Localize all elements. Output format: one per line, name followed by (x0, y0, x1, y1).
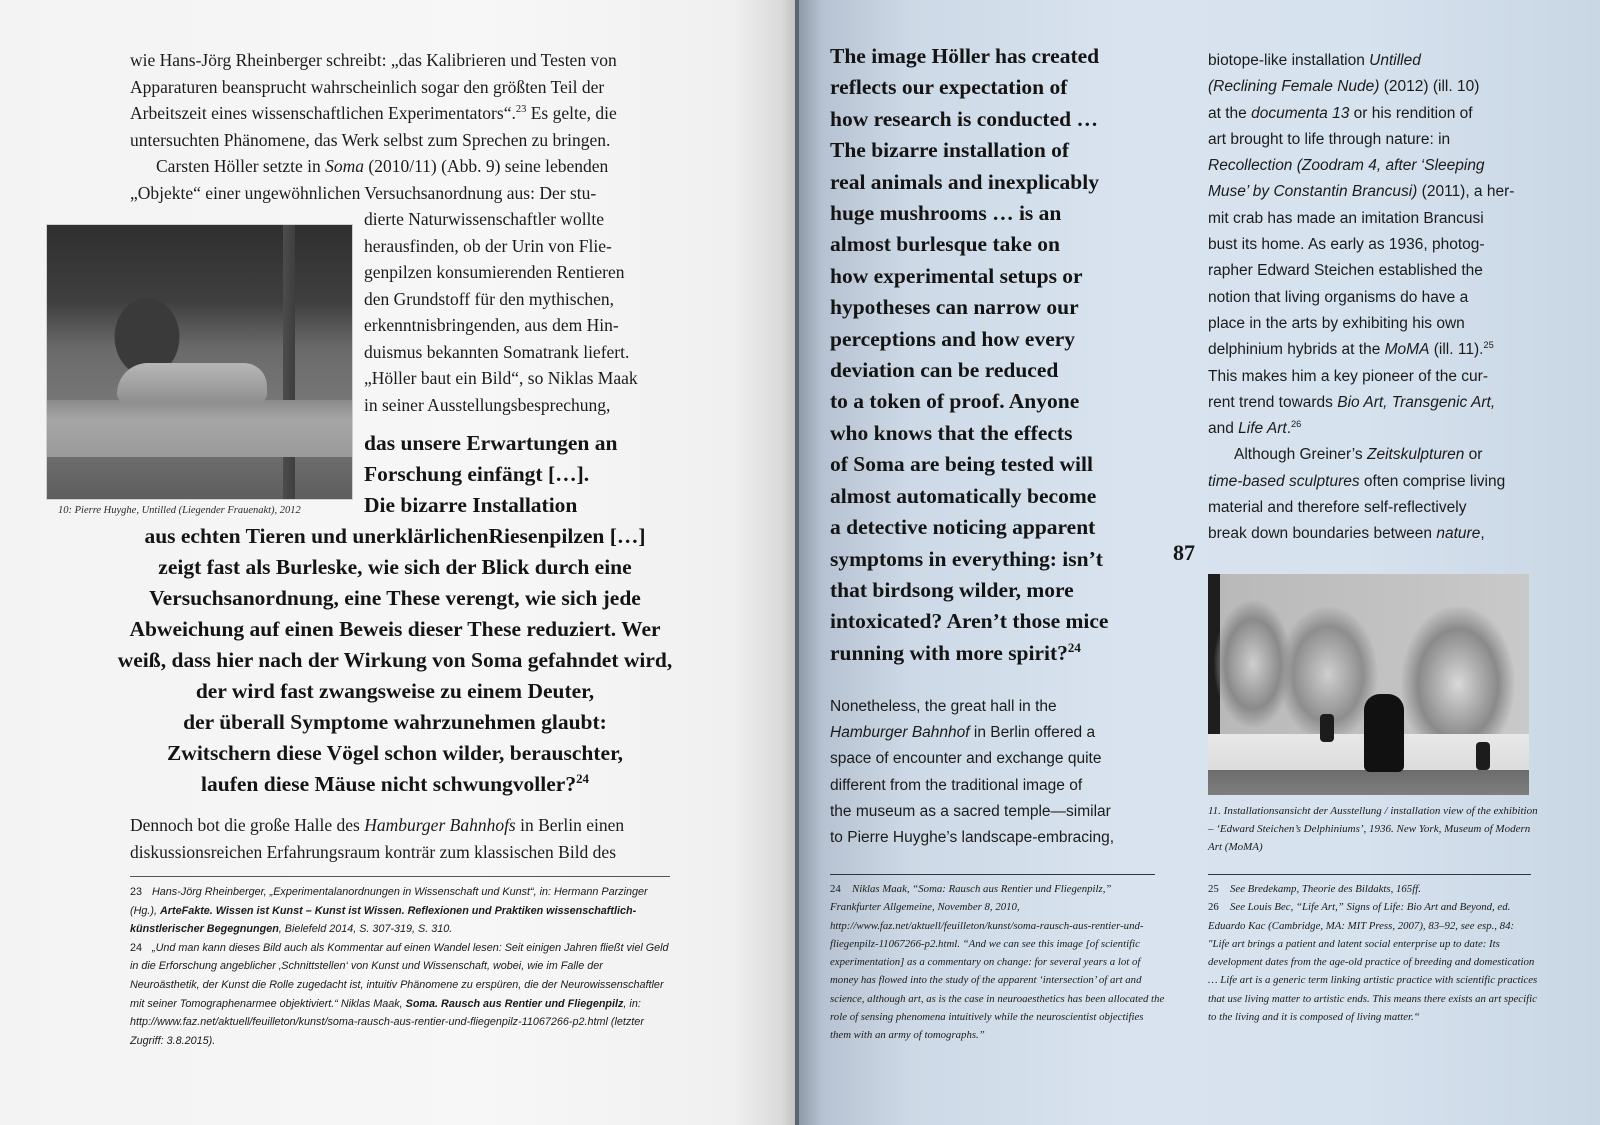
footnote-number: 23 (130, 886, 143, 898)
body-text: in Berlin offered a (969, 724, 1096, 742)
body-line: duismus bekannten Somatrank liefert. (364, 341, 630, 362)
body-italic: Muse’ by Constantin Brancusi) (1208, 183, 1418, 201)
body-line: different from the traditional image of (830, 776, 1083, 794)
pull-quote-german-wrapped (364, 428, 694, 521)
footnote-ref[interactable]: 25 (1483, 340, 1494, 351)
body-line: „Höller baut ein Bild“, so Niklas Maak (364, 368, 638, 388)
book-spine (795, 0, 799, 1125)
body-text: Es gelte, die (526, 103, 617, 123)
body-line: to Pierre Huyghe’s landscape-embracing, (830, 829, 1115, 847)
body-line: untersuchten Phänomene, das Werk selbst zum Sprechen zu bringen. (130, 129, 611, 150)
body-italic: Hamburger Bahnhofs (364, 815, 516, 835)
body-line (130, 153, 670, 180)
body-text: Although Greiner’s (1234, 446, 1367, 464)
quote-line: Zwitschern diese Vögel schon wilder, berauschter, (166, 741, 624, 765)
quote-line: almost automatically become (830, 483, 1097, 508)
quote-line: The image Höller has created (830, 44, 1100, 68)
quote-line: Forschung einfängt […]. (364, 462, 590, 486)
body-italic: Hamburger Bahnhof (830, 724, 970, 742)
vase-shape (1476, 742, 1490, 770)
body-text: Arbeitszeit eines wissenschaftlichen Experimentators“. (130, 103, 516, 123)
body-text: delphinium hybrids at the (1208, 341, 1385, 359)
body-line (1208, 179, 1538, 205)
right-footnotes-col2 (1208, 880, 1538, 1026)
footnote-25 (1208, 880, 1538, 898)
body-italic: Life Art (1238, 420, 1287, 438)
quote-line: almost burlesque take on (830, 232, 1060, 257)
body-text: break down boundaries between (1208, 525, 1437, 543)
quote-line: that birdsong wilder, more (830, 577, 1074, 602)
body-text: biotope-like installation (1208, 52, 1370, 69)
body-line: wie Hans-Jörg Rheinberger schreibt: „das Kalibrieren und Testen von (130, 50, 617, 70)
body-text: (ill. 11). (1429, 341, 1484, 359)
body-italic: Untilled (1369, 52, 1421, 69)
footnote-text: Niklas Maak, “Soma: Rausch aus Rentier und Fliegenpilz,” Frankfurter Allgemeine, November 8, 2010, http://www.faz.net/aktuell/feuilleton/kunst/soma-rausch-aus-rentier-und-fliegenpilz-11067266-p2.html. “And we can see this image [of scientific experimentation] as a commentary on change: for several years a lot of money has flowed into the study of the apparent ‘intersection’ of art and science, although art, as is the case in neuroaesthetics has been allocated the role of sensing phenomena intuitively while the neuroscientist objectifies them with an army of tomographs.” (830, 883, 1165, 1042)
body-line (1208, 74, 1538, 100)
body-text: in Berlin einen (515, 815, 625, 835)
body-italic: MoMA (1384, 341, 1430, 359)
footnote-number: 24 (130, 941, 143, 954)
quote-line: huge mushrooms … is an (830, 201, 1062, 226)
quote-line: of Soma are being tested will (830, 452, 1093, 477)
figure-11-photo-steichen-delphiniums (1208, 574, 1529, 795)
quote-text: laufen diese Mäuse nicht schwungvoller? (201, 772, 577, 796)
body-line: rapher Edward Steichen established the (1208, 262, 1483, 280)
footnote-ref[interactable]: 24 (1067, 640, 1081, 655)
right-body-col2 (1208, 48, 1538, 548)
quote-line: how research is conducted … (830, 106, 1098, 131)
footnote-text: , Bielefeld 2014, S. 307-319, S. 310. (278, 923, 453, 936)
body-line: bust its home. As early as 1936, photog- (1208, 236, 1485, 254)
body-line: genpilzen konsumierenden Rentieren (364, 262, 625, 282)
body-line: „Objekte“ einer ungewöhnlichen Versuchsanordnung aus: Der stu- (130, 182, 597, 203)
body-text: rent trend towards (1208, 393, 1338, 411)
quote-line: intoxicated? Aren’t those mice (830, 609, 1109, 634)
footnote-text: See Bredekamp, Theorie des Bildakts, 165ff. (1230, 883, 1421, 895)
quote-line: der wird fast zwangsweise zu einem Deuter, (195, 679, 595, 703)
footnote-23 (130, 883, 675, 939)
footnote-divider (830, 874, 1155, 875)
quote-line: The bizarre installation of (830, 138, 1070, 163)
right-footnotes-col1 (830, 880, 1165, 1045)
body-line: erkenntnisbringenden, aus dem Hin- (364, 315, 619, 335)
figure-11-caption: 11. Installationsansicht der Ausstellung / installation view of the exhibition – ‘Edward Steichen’s Delphiniums’, 1936. New York, Museum of Modern Art (MoMA) (1208, 805, 1538, 853)
pull-quote-german-centered (70, 521, 720, 800)
body-italic: (Reclining Female Nude) (1208, 78, 1380, 96)
body-line (1208, 48, 1538, 74)
body-text: and (1208, 420, 1239, 438)
quote-line: Abweichung auf einen Beweis dieser These reduziert. Wer (129, 617, 661, 641)
body-italic: Soma (325, 156, 365, 176)
body-line (1208, 153, 1538, 179)
body-italic: Zeitskulpturen (1366, 446, 1465, 464)
body-line: herausfinden, ob der Urin von Flie- (364, 235, 612, 256)
body-italic: Bio Art, Transgenic Art, (1337, 393, 1496, 411)
quote-text: running with more spirit? (830, 640, 1068, 665)
body-text: Dennoch bot die große Halle des (130, 815, 365, 835)
quote-line (830, 638, 1160, 669)
body-line: dierte Naturwissenschaftler wollte (364, 209, 605, 229)
body-italic: nature (1436, 525, 1481, 543)
body-text: or (1464, 446, 1483, 464)
footnote-divider (1208, 874, 1531, 875)
figure-10-caption: 10: Pierre Huyghe, Untilled (Liegender Frauenakt), 2012 (58, 505, 301, 516)
footnote-number: 26 (1208, 901, 1219, 914)
quote-line: reflects our expectation of (830, 75, 1068, 100)
body-line (130, 812, 670, 839)
body-line (1208, 442, 1538, 468)
pull-quote-english (830, 41, 1160, 669)
body-line (1208, 521, 1538, 547)
quote-line: aus echten Tieren und unerklärlichenRiesenpilzen […] (144, 524, 646, 548)
body-text: (2010/11) (Abb. 9) seine lebenden (364, 156, 609, 176)
body-line: space of encounter and exchange quite (830, 750, 1102, 768)
body-line (130, 100, 670, 127)
quote-line: hypotheses can narrow our (830, 295, 1079, 320)
quote-line: perceptions and how every (830, 326, 1076, 351)
vase-shape (1320, 714, 1334, 742)
body-line: mit crab has made an imitation Brancusi (1208, 209, 1484, 227)
quote-line: deviation can be reduced (830, 358, 1059, 383)
body-line: the museum as a sacred temple—similar (830, 802, 1111, 820)
body-line (1208, 390, 1538, 416)
footnote-24 (830, 880, 1165, 1045)
body-line: material and therefore self-reflectively (1208, 499, 1467, 517)
quote-line (70, 769, 720, 800)
quote-line: das unsere Erwartungen an (364, 431, 618, 455)
body-line: Nonetheless, the great hall in the (830, 698, 1057, 715)
body-line: Apparaturen beansprucht wahrscheinlich sogar den größten Teil der (130, 76, 605, 97)
footnote-ref[interactable]: 26 (1291, 419, 1302, 429)
body-text: , (1480, 525, 1485, 543)
body-text: . (1286, 420, 1292, 438)
left-wrapped-text (364, 206, 694, 418)
left-body-text-continued (130, 812, 670, 865)
body-line: place in the arts by exhibiting his own (1208, 314, 1465, 332)
body-italic: documenta 13 (1251, 104, 1350, 122)
footnote-number: 24 (830, 883, 841, 895)
body-line: diskussionsreichen Erfahrungsraum konträr zum klassischen Bild des (130, 841, 617, 862)
left-footnotes (130, 883, 675, 1050)
body-line: in seiner Ausstellungsbesprechung, (364, 394, 611, 415)
body-line (1208, 101, 1538, 127)
figure-10-photo-huyghe-sculpture (46, 224, 353, 500)
body-text: or his rendition of (1349, 104, 1473, 122)
quote-line: Versuchsanordnung, eine These verengt, wie sich jede (149, 586, 641, 610)
seated-woman-shape (1364, 694, 1404, 772)
body-line (1208, 337, 1538, 363)
quote-line: Die bizarre Installation (364, 493, 578, 517)
body-line: This makes him a key pioneer of the cur- (1208, 367, 1488, 385)
quote-line: der überall Symptome wahrzunehmen glaubt: (183, 710, 607, 734)
footnote-ref[interactable]: 24 (576, 771, 589, 786)
quote-line: symptoms in everything: isn’t (830, 546, 1103, 571)
footnote-link-text: , in: http://www.faz.net/aktuell/feuilleton/kunst/soma-rausch-aus-rentier-und-fliegenpilz-11067266-p2.html (letzter Zugriff: 3.8.2015). (130, 997, 644, 1047)
body-text: (2012) (ill. 10) (1379, 78, 1480, 96)
body-italic: time-based sculptures (1208, 472, 1360, 490)
quote-line: how experimental setups or (830, 263, 1083, 288)
right-body-col1 (830, 694, 1160, 851)
footnote-text: „Und man kann dieses Bild auch als Kommentar auf einen Wandel lesen: Seit einigen Jahren fließt viel Geld in die Erforschung angeblicher ‚Schnittstellen‘ von Kunst und Wissenschaft, wobei, wie im Falle der Neuroästhetik, der Kunst die Rolle zugedacht ist, intuitiv Phänomene zu erspüren, die der Neurowissenschaftler mit seiner Tomographenarmee objektiviert.“ Niklas Maak, (130, 941, 669, 1010)
body-line: notion that living organisms do have a (1208, 288, 1469, 306)
body-line (1208, 469, 1538, 495)
footnote-number: 25 (1208, 883, 1219, 895)
footnote-24 (130, 939, 675, 1051)
body-text: at the (1208, 104, 1252, 122)
footnote-ref[interactable]: 23 (515, 104, 527, 116)
body-text: often comprise living (1359, 472, 1506, 490)
footnote-title: ArteFakte. Wissen ist Kunst – Kunst ist Wissen. Reflexionen und Praktiken wissenschaftlich-künstlerischer Begegnungen (130, 904, 637, 936)
body-line (1208, 416, 1538, 442)
quote-line: a detective noticing apparent (830, 515, 1096, 540)
quote-line: real animals and inexplicably (830, 169, 1099, 194)
quote-line: who knows that the effects (830, 420, 1073, 445)
body-text: Carsten Höller setzte in (156, 156, 326, 176)
body-italic: Recollection (Zoodram 4, after ‘Sleeping (1208, 157, 1485, 175)
body-line: art brought to life through nature: in (1208, 130, 1451, 148)
footnote-26 (1208, 898, 1538, 1026)
footnote-title: Soma. Rausch aus Rentier und Fliegenpilz (405, 997, 624, 1010)
body-line (830, 720, 1160, 746)
reclining-figure-shape (117, 363, 267, 403)
body-line: den Grundstoff für den mythischen, (364, 288, 614, 309)
body-text: (2011), a her- (1417, 183, 1515, 201)
left-body-text (130, 47, 670, 206)
quote-line: to a token of proof. Anyone (830, 389, 1080, 414)
footnote-text: Hans-Jörg Rheinberger, „Experimentalanordnungen in Wissenschaft und Kunst“, in: Hermann Parzinger (Hg.), (130, 886, 648, 917)
page-number: 87 (1173, 540, 1195, 565)
quote-line: zeigt fast als Burleske, wie sich der Blick durch eine (158, 555, 632, 579)
footnote-text: See Louis Bec, “Life Art,” Signs of Life: Bio Art and Beyond, ed. Eduardo Kac (Cambridge, MA: MIT Press, 2007), 83–92, see esp., 84: "Life art brings a patient and latent social enterprise up to date: Its development dates from the age-old practice of breeding and domestication … Life art is a generic term linking artistic practice with scientific practices that use living matter to artistic ends. This means there exists an art specific to the living and it is composed of living matter.“ (1208, 901, 1538, 1024)
quote-line: weiß, dass hier nach der Wirkung von Soma gefahndet wird, (117, 648, 673, 672)
footnote-divider (130, 876, 670, 877)
